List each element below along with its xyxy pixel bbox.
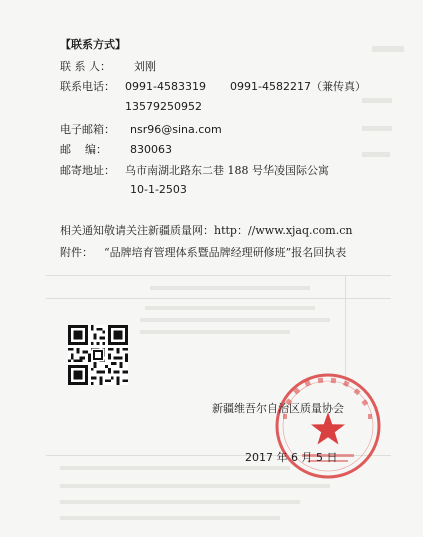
- postcode-label: 邮 编：: [60, 143, 107, 156]
- attachment-label: 附件：: [60, 246, 93, 259]
- email-label: 电子邮箱：: [60, 123, 115, 136]
- bleed-through-rule: [345, 275, 346, 385]
- phone-number-2: 0991-4582217（兼传真）: [230, 80, 366, 93]
- bleed-through-text: [362, 152, 390, 157]
- bleed-through-text: [362, 98, 392, 103]
- section-title: 【联系方式】: [60, 38, 126, 51]
- website-notice: 相关通知敬请关注新疆质量网：http：//www.xjaq.com.cn: [60, 224, 353, 237]
- qr-code-icon: [68, 325, 128, 385]
- address-line-2: 10-1-2503: [130, 183, 187, 196]
- postcode-value: 830063: [130, 143, 172, 156]
- mobile-number: 13579250952: [125, 100, 202, 113]
- bleed-through-text: [60, 516, 280, 520]
- attachment-title: “品牌培育管理体系暨品牌经理研修班”报名回执表: [104, 246, 347, 259]
- phone-label: 联系电话：: [60, 80, 115, 93]
- bleed-through-text: [60, 466, 290, 470]
- bleed-through-text: [362, 126, 392, 131]
- bleed-through-text: [145, 306, 315, 310]
- official-seal-icon: [272, 370, 384, 482]
- bleed-through-rule: [46, 298, 391, 299]
- issue-date: 2017 年 6 月 5 日: [245, 451, 338, 464]
- bleed-through-text: [150, 286, 310, 290]
- address-label: 邮寄地址：: [60, 164, 115, 177]
- bleed-through-text: [60, 500, 300, 504]
- address-line-1: 乌市南湖北路东二巷 188 号华凌国际公寓: [125, 164, 329, 177]
- bleed-through-text: [60, 484, 330, 488]
- bleed-through-text: [140, 318, 330, 322]
- bleed-through-text: [372, 46, 404, 52]
- issuing-organization: 新疆维吾尔自治区质量协会: [212, 402, 344, 415]
- phone-number-1: 0991-4583319: [125, 80, 206, 93]
- contact-person-value: 刘刚: [134, 60, 156, 73]
- email-value: nsr96@sina.com: [130, 123, 222, 136]
- bleed-through-rule: [46, 275, 391, 276]
- contact-person-label: 联 系 人：: [60, 60, 111, 73]
- bleed-through-text: [140, 330, 290, 334]
